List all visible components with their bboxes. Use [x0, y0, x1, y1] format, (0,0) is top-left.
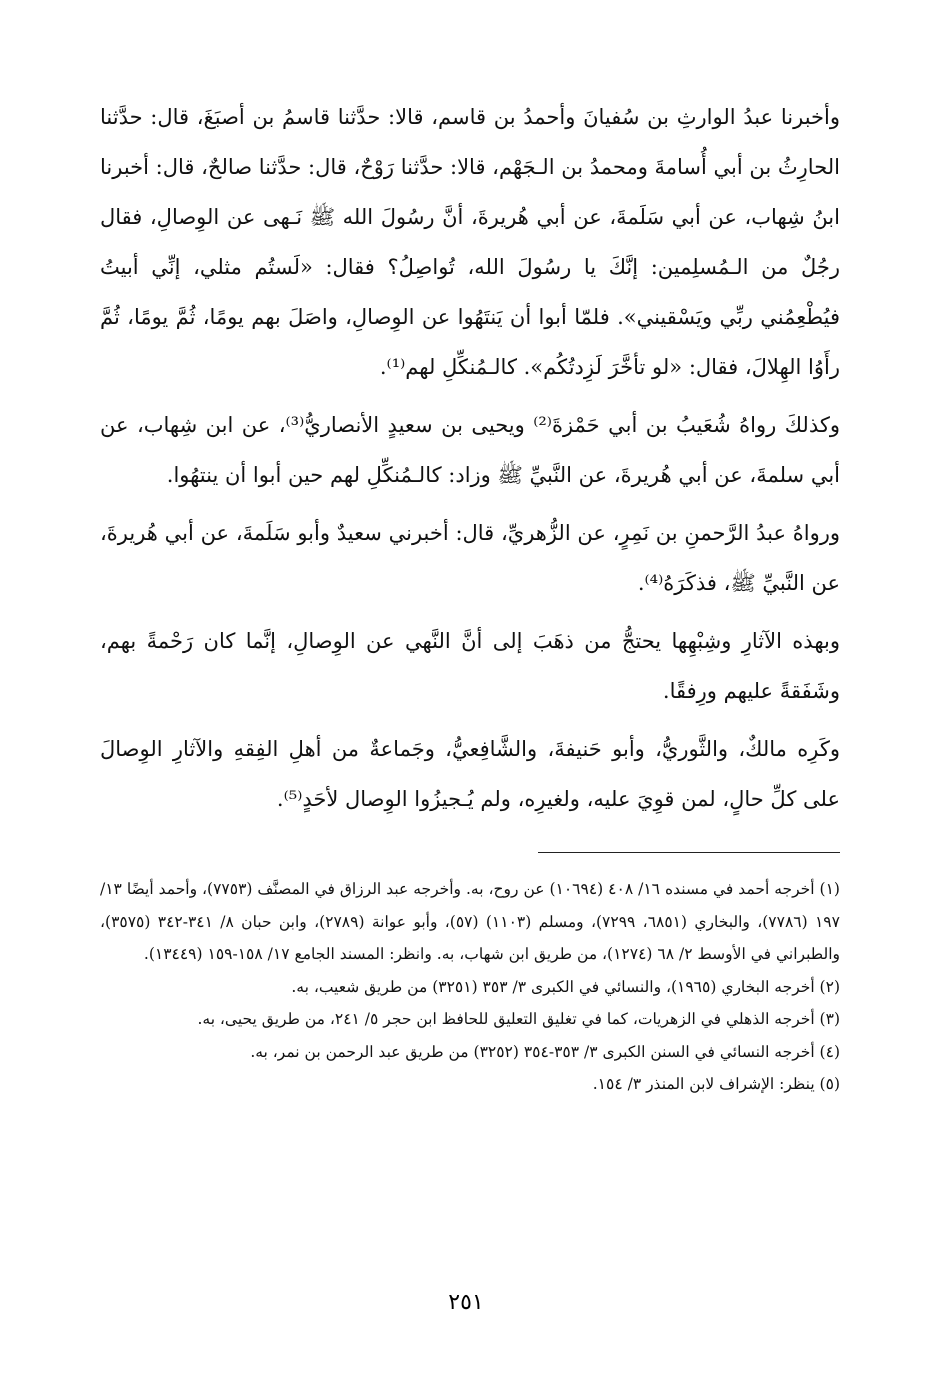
footnotes: [100, 873, 840, 1101]
page-number: ٢٥١: [448, 1290, 484, 1315]
paragraph-2: وكذلكَ رواهُ شُعَيبُ بن أبي حَمْزةَ⁽²⁾ ويحيى بن سعيدٍ الأنصاريُّ⁽³⁾، عن ابن شِهاب، عن أبي سلمةَ، عن أبي هُريرةَ، عن النَّبيِّ ﷺ وزاد: كالـمُنكِّلِ لهم حين أبوا أن ينتهُوا.: [100, 413, 840, 487]
footnote-4: (٤) أخرجه النسائي في السنن الكبرى ٣/ ٣٥٣-٣٥٤ (٣٢٥٢) من طريق عبد الرحمن بن نمر، به.: [250, 1042, 840, 1061]
page-body: [100, 92, 840, 1101]
footnote-divider: [538, 852, 840, 853]
footnote-1: (١) أخرجه أحمد في مسنده ١٦/ ٤٠٨ (١٠٦٩٤) عن روح، به. وأخرجه عبد الرزاق في المصنَّف (٧٧٥٣)، وأحمد أيضًا ١٣/ ١٩٧ (٧٧٨٦)، والبخاري (٦٨٥١، ٧٢٩٩)، ومسلم (١١٠٣) (٥٧)، وأبو عوانة (٢٧٨٩)، وابن حبان ٨/ ٣٤١-٣٤٢ (٣٥٧٥)، والطبراني في الأوسط ٢/ ٦٨ (١٢٧٤)، من طريق ابن شهاب، به. وانظر: المسند الجامع ١٧/ ١٥٨-١٥٩ (١٣٤٤٩).: [100, 880, 840, 963]
paragraph-5: وكَرِه مالكٌ، والثَّوريُّ، وأبو حَنيفةَ، والشَّافِعيُّ، وجَماعةٌ من أهلِ الفِقهِ والآثارِ الوِصالَ على كلِّ حالٍ، لمن قوِيَ عليه، ولغيرِه، ولم يُـجيزُوا الوِصال لأحَدٍ⁽⁵⁾.: [100, 737, 840, 811]
paragraph-1: وأخبرنا عبدُ الوارثِ بن سُفيانَ وأحمدُ بن قاسم، قالا: حدَّثنا قاسمُ بن أصبَغَ، قال: حدَّثنا الحارِثُ بن أبي أُسامةَ ومحمدُ بن الـجَهْم، قالا: حدَّثنا رَوْحٌ، قال: حدَّثنا صالحٌ، قال: أخبرنا ابنُ شِهاب، عن أبي سَلَمةَ، عن أبي هُريرةَ، أنَّ رسُولَ الله ﷺ نَـهى عن الوِصالِ، فقال رجُلٌ من الـمُسلِمين: إنَّكَ يا رسُولَ الله، تُواصِلُ؟ فقال: «لَستُم مثلي، إنِّي أبيتُ فيُطْعِمُني ربِّي ويَسْقيني». فلمّا أبوا أن يَنتَهُوا عن الوِصالِ، واصَلَ بهم يومًا، ثُمَّ يومًا، ثُمَّ رأَوُا الهِلالَ، فقال: «لو تأخَّرَ لَزِدتُكُم». كالـمُنكِّلِ لهم⁽¹⁾.: [100, 105, 840, 379]
footnote-5: (٥) ينظر: الإشراف لابن المنذر ٣/ ١٥٤.: [592, 1075, 840, 1093]
footnote-3: (٣) أخرجه الذهلي في الزهريات، كما في تغليق التعليق للحافظ ابن حجر ٥/ ٢٤١، من طريق يحيى، به.: [197, 1010, 840, 1028]
paragraph-3: ورواهُ عبدُ الرَّحمنِ بن نَمِرٍ، عن الزُّهريِّ، قال: أخبرني سعيدٌ وأبو سَلَمةَ، عن أبي هُريرةَ، عن النَّبيِّ ﷺ، فذكَرَهُ⁽⁴⁾.: [100, 521, 840, 595]
footnote-2: (٢) أخرجه البخاري (١٩٦٥)، والنسائي في الكبرى ٣/ ٣٥٣ (٣٢٥١) من طريق شعيب، به.: [291, 977, 840, 996]
paragraph-4: وبهذه الآثارِ وشِبْهِها يحتجُّ من ذهَبَ إلى أنَّ النَّهي عن الوِصالِ، إنَّما كان رَحْمةً بهم، وشَفَقةً عليهم ورِفقًا.: [100, 629, 840, 703]
